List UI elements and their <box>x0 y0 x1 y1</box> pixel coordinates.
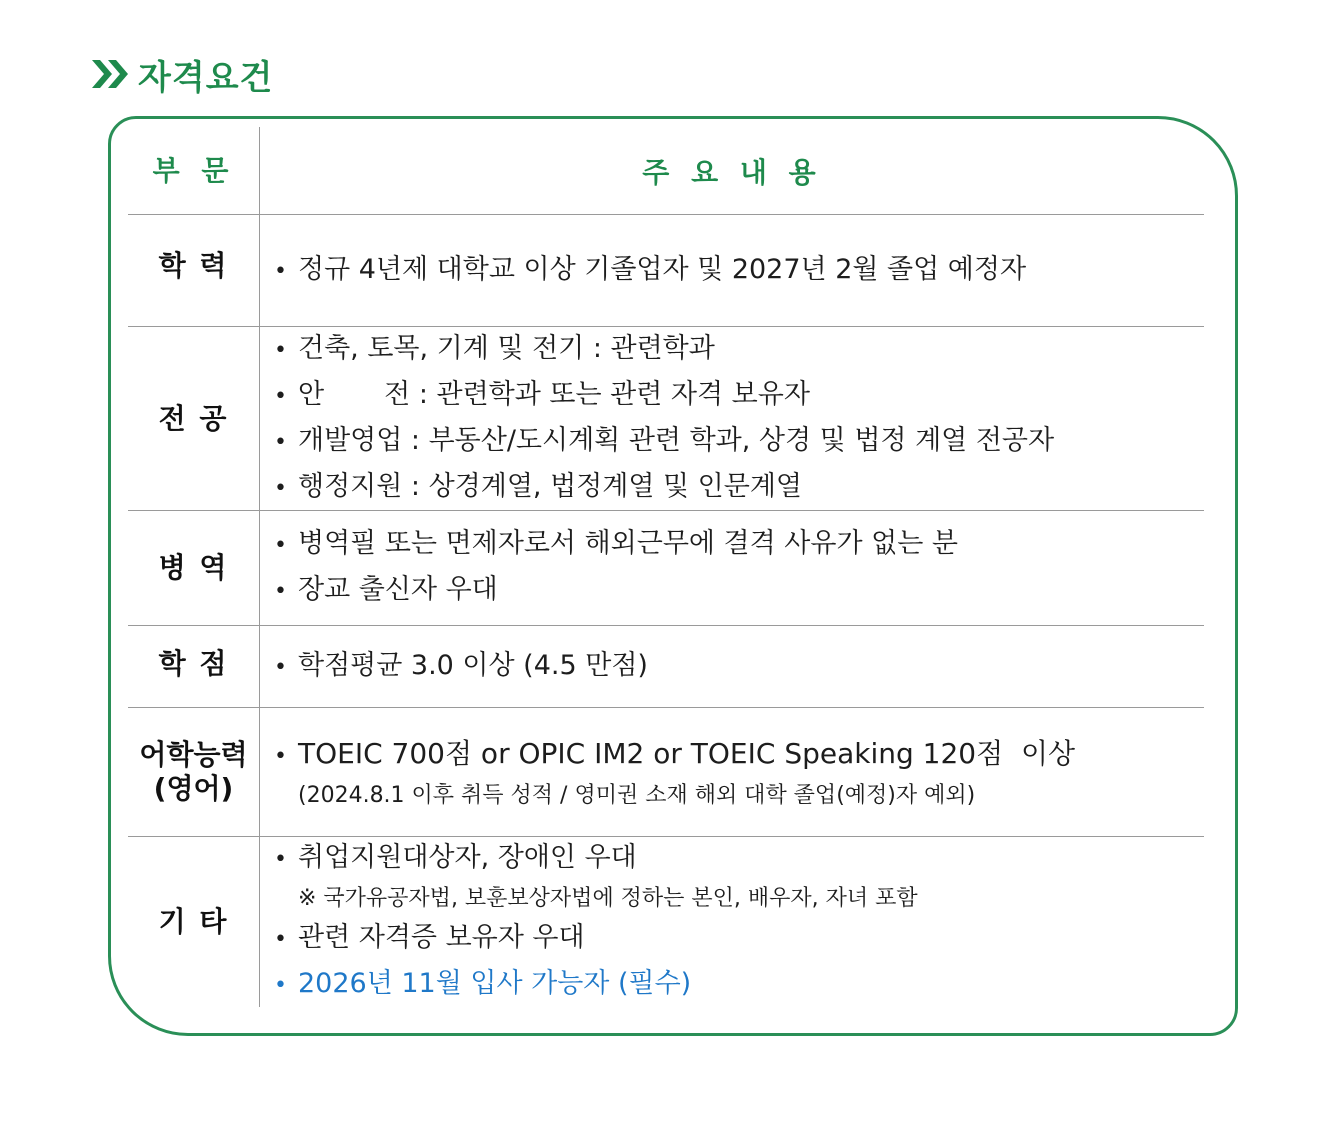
item-text: 관련 자격증 보유자 우대 <box>298 922 585 953</box>
list-item <box>274 373 1204 419</box>
row-label-language <box>128 708 260 836</box>
bullet: • <box>274 337 287 363</box>
section-heading <box>90 52 273 96</box>
row-content-education <box>260 215 1204 326</box>
item-text: 행정지원 : 상경계열, 법정계열 및 인문계열 <box>298 470 802 502</box>
item-text: 장교 출신자 우대 <box>298 574 498 605</box>
requirements-table <box>128 127 1204 1007</box>
header-content-label: 주 요 내 용 <box>642 155 822 189</box>
list-item-required <box>274 962 1204 1008</box>
row-content-military <box>260 511 1204 625</box>
double-chevron-right-icon <box>90 54 134 94</box>
item-text: 안 전 : 관련학과 또는 관련 자격 보유자 <box>298 378 810 410</box>
bullet: • <box>274 973 287 998</box>
list-item <box>274 568 1204 614</box>
header-category: 부 문 <box>128 127 260 214</box>
item-text: 정규 4년제 대학교 이상 기졸업자 및 2027년 2월 졸업 예정자 <box>298 253 1027 285</box>
table-row-education <box>128 215 1204 327</box>
item-text: 건축, 토목, 기계 및 전기 : 관련학과 <box>298 332 715 364</box>
item-text: 병역필 또는 면제자로서 해외근무에 결격 사유가 없는 분 <box>298 528 958 559</box>
list-item <box>274 465 1204 511</box>
table-row-gpa <box>128 626 1204 708</box>
table-row-other <box>128 837 1204 1007</box>
list-item <box>274 644 1204 690</box>
row-label-other: 기 타 <box>128 837 260 1007</box>
list-item <box>274 836 1204 882</box>
header-content <box>260 127 1204 214</box>
list-item <box>274 248 1204 294</box>
language-note: (2024.8.1 이후 취득 성적 / 영미권 소재 해외 대학 졸업(예정)자 예외) <box>298 782 976 808</box>
row-label-language-line1: 어학능력 <box>139 738 248 771</box>
list-item <box>274 327 1204 373</box>
item-text: 학점평균 3.0 이상 (4.5 만점) <box>298 649 648 681</box>
row-label-language-line2: (영어) <box>153 772 234 805</box>
bullet: • <box>274 533 287 558</box>
bullet: • <box>274 927 287 952</box>
bullet: • <box>274 383 287 409</box>
table-header-row <box>128 127 1204 215</box>
table-row-major <box>128 327 1204 511</box>
bullet: • <box>274 579 287 604</box>
bullet: • <box>274 654 287 680</box>
bullet: • <box>274 429 287 455</box>
row-label-gpa: 학 점 <box>128 626 260 707</box>
section-title: 자격요건 <box>138 57 274 98</box>
item-text: 개발영업 : 부동산/도시계획 관련 학과, 상경 및 법정 계열 전공자 <box>298 424 1055 456</box>
row-label-military: 병 역 <box>128 511 260 625</box>
item-text: 취업지원대상자, 장애인 우대 <box>298 842 637 873</box>
row-content-language <box>260 708 1204 836</box>
table-row-language <box>128 708 1204 837</box>
row-content-major <box>260 327 1204 510</box>
list-item <box>274 419 1204 465</box>
bullet: • <box>274 258 287 284</box>
row-label-major: 전 공 <box>128 327 260 510</box>
item-text: 2026년 11월 입사 가능자 (필수) <box>298 968 692 999</box>
list-item <box>274 522 1204 568</box>
list-item <box>274 732 1204 779</box>
bullet: • <box>274 743 287 769</box>
bullet: • <box>274 475 287 501</box>
row-label-education: 학 력 <box>128 215 260 326</box>
bullet: • <box>274 847 287 872</box>
list-item <box>274 916 1204 962</box>
row-content-other <box>260 837 1204 1007</box>
item-text: TOEIC 700점 or OPIC IM2 or TOEIC Speaking 120점 이상 <box>298 736 1076 770</box>
veteran-note: ※ 국가유공자법, 보훈보상자법에 정하는 본인, 배우자, 자녀 포함 <box>298 886 918 911</box>
table-row-military <box>128 511 1204 626</box>
row-content-gpa <box>260 626 1204 707</box>
